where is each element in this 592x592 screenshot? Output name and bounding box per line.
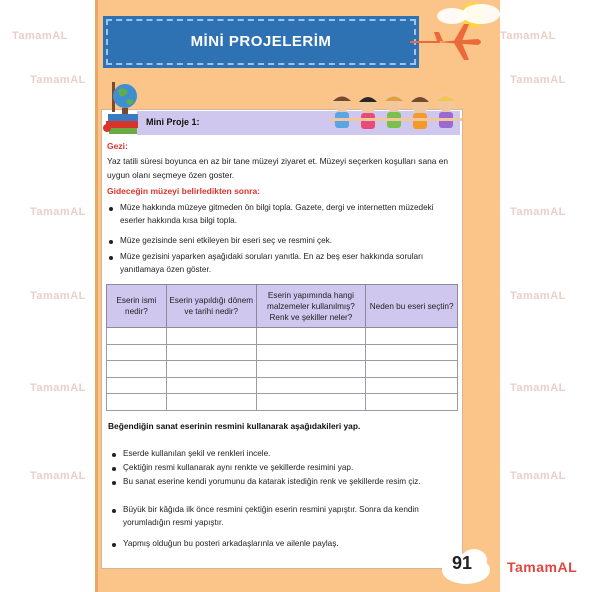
list-item: Müze gezisini yaparken aşağıdaki soruları yanıtla. En az beş eser hakkında soruları yanıtlamaya özen göster. [120, 252, 424, 274]
brand-logo: TamamAL [507, 559, 578, 575]
bullet-dot [112, 453, 116, 457]
table-cell [107, 361, 167, 378]
list-item: Çektiğin resmi kullanarak aynı renkte ve şekillerde resimini yap. [123, 463, 354, 472]
list-item: Eserde kullanılan şekil ve renkleri incele. [123, 449, 271, 458]
list-item: Müze gezisinde seni etkileyen bir eseri seç ve resmini çek. [120, 236, 333, 245]
airplane-icon [432, 22, 484, 62]
table-cell [366, 394, 458, 411]
table-cell [107, 394, 167, 411]
list-item: Müze hakkında müzeye gitmeden ön bilgi topla. Gazete, dergi ve internetten müzedeki eserler hakkında kısa bilgi topla. [120, 203, 434, 225]
cloud-icon [462, 4, 500, 24]
activity-heading: Beğendiğin sanat eserinin resmini kullanarak aşağıdakileri yap. [108, 421, 361, 431]
table-cell [256, 361, 366, 378]
watermark: TamamAL [30, 74, 86, 86]
table-row [107, 377, 458, 394]
section-heading: Gezi: [107, 141, 128, 151]
table-cell [166, 361, 256, 378]
watermark: TamamAL [510, 470, 566, 482]
watermark: TamamAL [30, 382, 86, 394]
watermark: TamamAL [510, 382, 566, 394]
list-item: Bu sanat eserine kendi yorumunu da katarak istediğin renk ve şekillerde resim çiz. [123, 477, 421, 486]
table-cell [166, 344, 256, 361]
bullet-dot [109, 256, 113, 260]
list-item: Yapmış olduğun bu posteri arkadaşlarınla ve ailenle paylaş. [123, 539, 339, 548]
watermark: TamamAL [30, 470, 86, 482]
list-item: Büyük bir kâğıda ilk önce resmini çektiğin eserin resmini yapıştır. Sonra da kendin yorumladığın resmi yapıştır. [123, 505, 419, 527]
watermark: TamamAL [510, 290, 566, 302]
table-header-cell: Eserin yapıldığı dönem ve tarihi nedir? [166, 285, 256, 328]
table-cell [256, 377, 366, 394]
table-cell [366, 344, 458, 361]
table-row [107, 344, 458, 361]
bullet-dot [109, 240, 113, 244]
table-cell [107, 377, 167, 394]
watermark: TamamAL [510, 74, 566, 86]
table-cell [256, 394, 366, 411]
bullet-dot [112, 467, 116, 471]
table-cell [107, 344, 167, 361]
watermark: TamamAL [12, 30, 68, 42]
watermark: TamamAL [500, 30, 556, 42]
page-title: MİNİ PROJELERİM [190, 33, 332, 50]
table-cell [366, 377, 458, 394]
table-cell [166, 377, 256, 394]
bullet-dot [112, 543, 116, 547]
table-row [107, 328, 458, 345]
table-cell [107, 328, 167, 345]
watermark: TamamAL [30, 290, 86, 302]
bullet-dot [112, 509, 116, 513]
table-row [107, 394, 458, 411]
table-cell [366, 361, 458, 378]
table-cell [366, 328, 458, 345]
project-title: Mini Proje 1: [146, 117, 200, 127]
bullet-dot [109, 207, 113, 211]
page-number: 91 [452, 553, 473, 573]
table-cell [256, 328, 366, 345]
table-cell [166, 328, 256, 345]
subheading: Gideceğin müzeyi belirledikten sonra: [107, 186, 261, 196]
watermark: TamamAL [30, 206, 86, 218]
table-cell [166, 394, 256, 411]
table-header-cell: Eserin ismi nedir? [107, 285, 167, 328]
museum-questions-table [106, 284, 458, 411]
children-illustration [330, 92, 462, 138]
bullet-dot [112, 481, 116, 485]
table-cell [256, 344, 366, 361]
globe-books-icon [100, 80, 140, 138]
table-row [107, 361, 458, 378]
title-banner [106, 19, 416, 65]
intro-paragraph: Yaz tatili süresi boyunca en az bir tane müzeyi ziyaret et. Müzeyi seçerken koşulları sana en uygun olanı seçmeye özen goster. [107, 156, 449, 180]
page-binding-edge [95, 0, 98, 592]
watermark: TamamAL [510, 206, 566, 218]
table-header-cell: Eserin yapımında hangi malzemeler kullanılmış? Renk ve şekiller neler? [256, 285, 366, 328]
table-header-cell: Neden bu eseri seçtin? [366, 285, 458, 328]
